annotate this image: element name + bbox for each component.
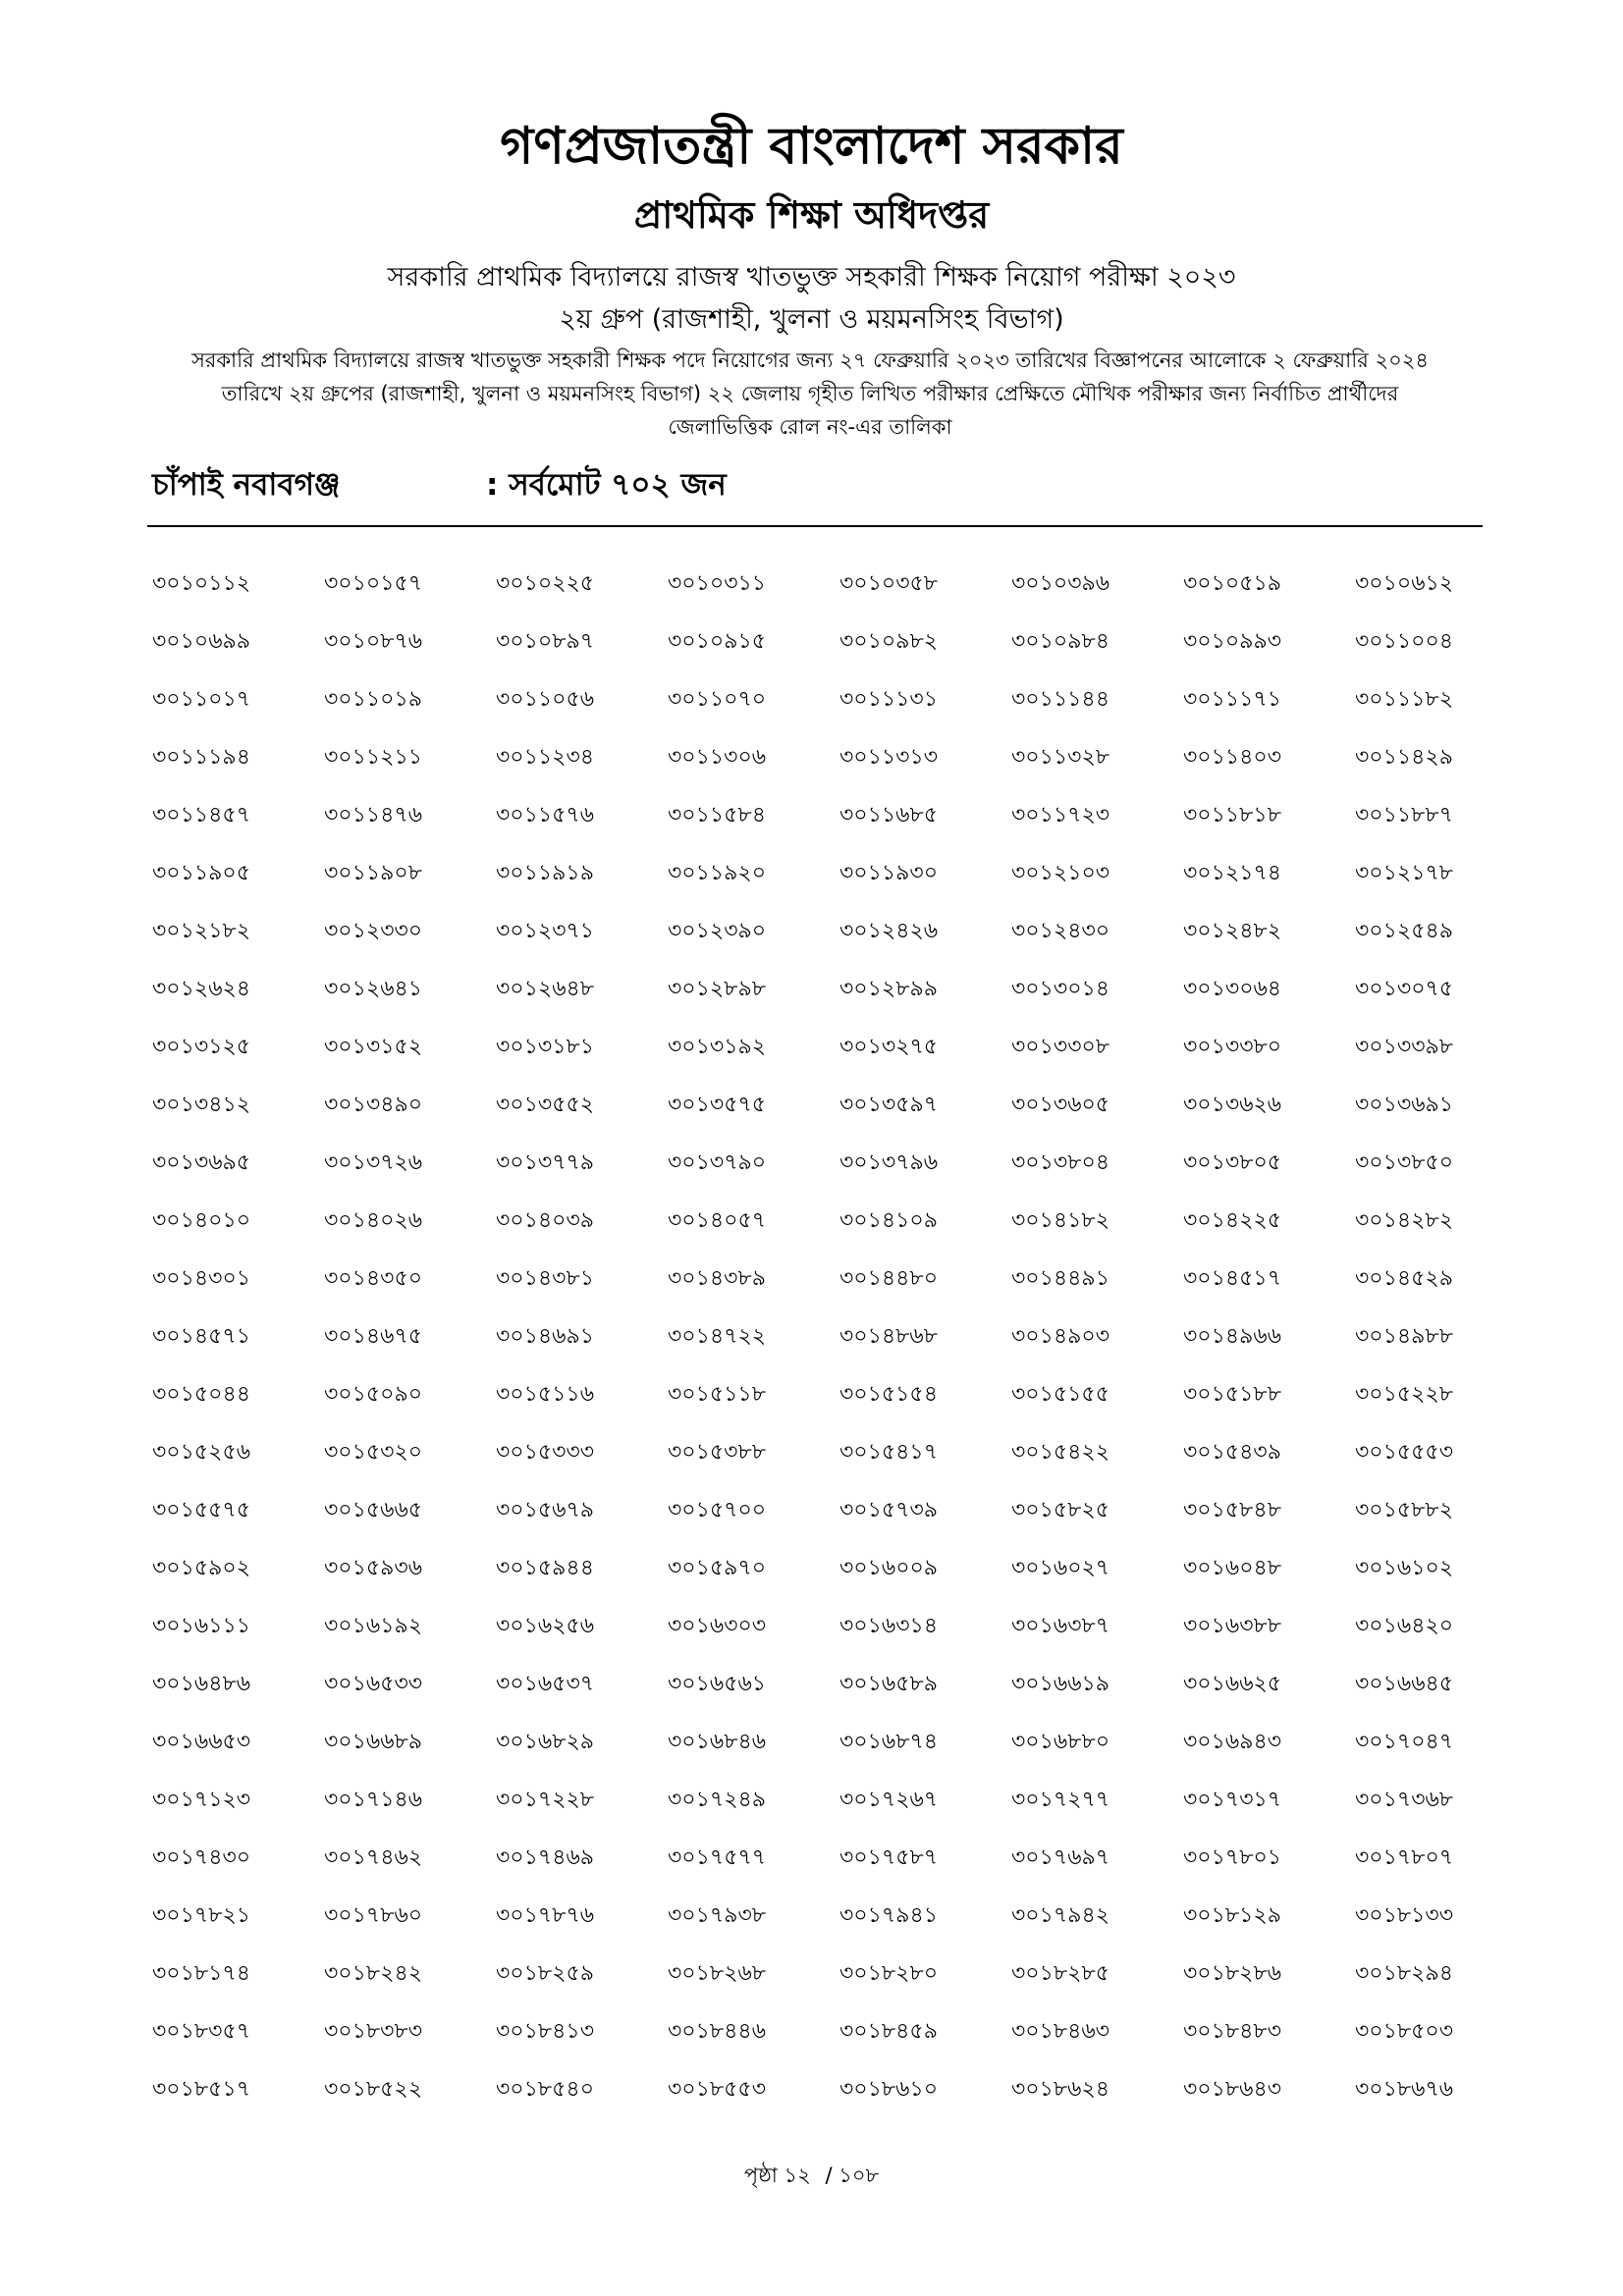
roll-number: ৩০১৮৫৪০: [496, 2077, 595, 2102]
roll-number: ৩০১৭৪৩০: [152, 1845, 251, 1870]
roll-number: ৩০১০১৫৭: [324, 571, 423, 596]
roll-number: ৩০১১৪৫৭: [152, 803, 251, 828]
roll-number: ৩০১৪০২৬: [324, 1208, 423, 1233]
roll-number: ৩০১২১৭৪: [1183, 861, 1282, 885]
roll-number: ৩০১১০১৯: [324, 687, 423, 712]
roll-number: ৩০১৮২৬৮: [668, 1961, 767, 1986]
roll-number: ৩০১২১০৩: [1011, 861, 1110, 885]
roll-number: ৩০১৮২৮৫: [1011, 1961, 1110, 1986]
roll-number: ৩০১১৯৩০: [839, 861, 939, 885]
roll-number: ৩০১৮৪৫৯: [839, 2019, 938, 2044]
roll-number: ৩০১০৯৮২: [839, 629, 939, 654]
roll-number: ৩০১২৬৪১: [324, 977, 423, 1001]
roll-number: ৩০১৭৯৩৮: [668, 1903, 767, 1928]
roll-number: ৩০১৫২২৮: [1355, 1382, 1454, 1407]
roll-number: ৩০১২৩৭১: [496, 919, 595, 943]
roll-number: ৩০১৩১৫২: [324, 1035, 423, 1059]
roll-number: ৩০১১৬৮৫: [839, 803, 939, 828]
roll-number: ৩০১৪৭২২: [668, 1324, 767, 1349]
roll-number: ৩০১০৩৯৬: [1011, 571, 1110, 596]
roll-number: ৩০১৮১৩৩: [1355, 1903, 1454, 1928]
notice-paragraph: সরকারি প্রাথমিক বিদ্যালয়ে রাজস্ব খাতভুক্ত সহকারী শিক্ষক পদে নিয়োগের জন্য ২৭ ফেব্রুয়ারি ২০২৩ তারিখের বিজ্ঞাপনের আলোকে ২ ফেব্রুয়ারি ২০২৪ তারিখে ২য় গ্রুপের (রাজশাহী, খুলনা ও ময়মনসিংহ বিভাগ) ২২ জেলায় গৃহীত লিখিত পরীক্ষার প্রেক্ষিতে মৌখিক পরীক্ষার জন্য নির্বাচিত প্রার্থীদের জেলাভিত্তিক রোল নং-এর তালিকা: [190, 348, 1430, 439]
roll-number: ৩০১৪২৮২: [1355, 1208, 1454, 1233]
roll-number: ৩০১০৬৯৯: [152, 629, 251, 654]
roll-number: ৩০১৩৭৯০: [668, 1150, 767, 1175]
roll-number: ৩০১৬৪২০: [1355, 1614, 1454, 1638]
roll-number: ৩০১৫০৯০: [324, 1382, 423, 1407]
roll-number: ৩০১১৫৮৪: [668, 803, 766, 828]
roll-number: ৩০১২১৭৮: [1355, 861, 1454, 885]
roll-number: ৩০১২৬৪৮: [496, 977, 595, 1001]
roll-number: ৩০১৭৩৬৮: [1355, 1788, 1454, 1812]
roll-number: ৩০১২৫৪৯: [1355, 919, 1454, 943]
roll-number: ৩০১৬১৯২: [324, 1614, 423, 1638]
roll-number: ৩০১১২৩৪: [496, 745, 595, 770]
roll-number: ৩০১৩৭২৬: [324, 1150, 423, 1175]
roll-number: ৩০১৬২৫৬: [496, 1614, 595, 1638]
roll-number: ৩০১১০৭০: [668, 687, 767, 712]
roll-number: ৩০১৭৯৪২: [1011, 1903, 1110, 1928]
roll-number: ৩০১৩০৭৫: [1355, 977, 1454, 1001]
roll-number: ৩০১৪০১০: [152, 1208, 251, 1233]
roll-number: ৩০১১৮৮৭: [1355, 803, 1454, 828]
roll-number: ৩০১৬৫৩৭: [496, 1672, 595, 1696]
roll-number: ৩০১২৬২৪: [152, 977, 251, 1001]
roll-number: ৩০১৬৬২৫: [1183, 1672, 1282, 1696]
roll-number: ৩০১৫১১৮: [668, 1382, 766, 1407]
roll-number: ৩০১৪৫৭১: [152, 1324, 251, 1349]
roll-number: ৩০১১৯০৮: [324, 861, 423, 885]
roll-number: ৩০১৪৮৬৮: [839, 1324, 939, 1349]
roll-number: ৩০১৪১৮২: [1011, 1208, 1110, 1233]
roll-number: ৩০১১১৮২: [1355, 687, 1454, 712]
header-divider: [147, 525, 1483, 527]
roll-number: ৩০১৭০৪৭: [1355, 1730, 1454, 1754]
roll-number: ৩০১১৫৭৬: [496, 803, 595, 828]
roll-number: ৩০১০৮৯৭: [496, 629, 595, 654]
roll-number: ৩০১১৩২৮: [1011, 745, 1110, 770]
roll-number: ৩০১৬৮৭৪: [839, 1730, 939, 1754]
roll-number: ৩০১১৮১৮: [1183, 803, 1281, 828]
roll-number: ৩০১১১৭১: [1183, 687, 1282, 712]
roll-number: ৩০১৩৪৯০: [324, 1093, 423, 1117]
roll-number: ৩০১৪১০৯: [839, 1208, 939, 1233]
roll-number: ৩০১৮৫০৩: [1355, 2019, 1454, 2044]
group-line: ২য় গ্রুপ (রাজশাহী, খুলনা ও ময়মনসিংহ বিভাগ): [559, 304, 1064, 335]
roll-number: ৩০১০৯৯৩: [1183, 629, 1282, 654]
roll-number: ৩০১৫৯৪৪: [496, 1556, 594, 1580]
roll-number: ৩০১৭৫৮৭: [839, 1845, 939, 1870]
roll-number: ৩০১৩৩০৮: [1011, 1035, 1110, 1059]
district-name: চাঁপাই নবাবগঞ্জ: [152, 467, 341, 503]
roll-number: ৩০১৫৮৪৮: [1183, 1498, 1281, 1522]
roll-number: ৩০১৩৫৫২: [496, 1093, 595, 1117]
roll-number: ৩০১১৯০৫: [152, 861, 251, 885]
roll-number: ৩০১৭২২৮: [496, 1788, 595, 1812]
roll-number: ৩০১৬১০২: [1355, 1556, 1454, 1580]
roll-number: ৩০১৪৬৯১: [496, 1324, 595, 1349]
roll-number: ৩০১৩৬৯৫: [152, 1150, 251, 1175]
roll-number: ৩০১৮২৪২: [324, 1961, 423, 1986]
roll-number: ৩০১২৮৯৯: [839, 977, 939, 1001]
roll-number: ৩০১৩১২৫: [152, 1035, 251, 1059]
roll-number: ৩০১১৪৭৬: [324, 803, 423, 828]
roll-number: ৩০১৫৩২০: [324, 1440, 423, 1465]
roll-number-grid: [152, 564, 1497, 2128]
roll-number: ৩০১৩৬২৬: [1183, 1093, 1282, 1117]
roll-number: ৩০১৬৮৪৬: [668, 1730, 767, 1754]
roll-number: ৩০১৫৭৩৯: [839, 1498, 939, 1522]
roll-number: ৩০১২৪২৬: [839, 919, 939, 943]
roll-number: ৩০১৮৩৫৭: [152, 2019, 251, 2044]
roll-number: ৩০১৮১২৯: [1183, 1903, 1282, 1928]
roll-number: ৩০১২৪৮২: [1183, 919, 1282, 943]
roll-number: ৩০১৭৮০৭: [1355, 1845, 1454, 1870]
roll-number: ৩০১৪৬৭৫: [324, 1324, 423, 1349]
roll-number: ৩০১৮৬২৪: [1011, 2077, 1110, 2102]
roll-number: ৩০১১৩১৩: [839, 745, 939, 770]
roll-number: ৩০১৫৮৮২: [1355, 1498, 1454, 1522]
roll-number: ৩০১৪৯০৩: [1011, 1324, 1110, 1349]
roll-number: ৩০১৮২৫৯: [496, 1961, 595, 1986]
roll-number: ৩০১৫১৫৫: [1011, 1382, 1109, 1407]
district-total: : সর্বমোট ৭০২ জন: [486, 467, 727, 503]
roll-number: ৩০১৮৫৫৩: [668, 2077, 767, 2102]
roll-number: ৩০১৬৬৪৫: [1355, 1672, 1454, 1696]
government-title: গণপ্রজাতন্ত্রী বাংলাদেশ সরকার: [500, 117, 1123, 176]
roll-number: ৩০১৮৪৪৬: [668, 2019, 767, 2044]
roll-number: ৩০১০১১২: [152, 571, 251, 596]
roll-number: ৩০১৫১১৬: [496, 1382, 595, 1407]
roll-number: ৩০১৫৪১৭: [839, 1440, 939, 1465]
roll-number: ৩০১৫৬৬৫: [324, 1498, 423, 1522]
roll-number: ৩০১৬৩১৪: [839, 1614, 939, 1638]
roll-number: ৩০১৭২৪৯: [668, 1788, 767, 1812]
roll-number: ৩০১৩৭৭৯: [496, 1150, 595, 1175]
roll-number: ৩০১৮৬১০: [839, 2077, 939, 2102]
roll-number: ৩০১৭২৬৭: [839, 1788, 939, 1812]
roll-number: ৩০১৭৬৯৭: [1011, 1845, 1110, 1870]
roll-number: ৩০১৭২৭৭: [1011, 1788, 1110, 1812]
roll-number: ৩০১৫৩৮৮: [668, 1440, 767, 1465]
roll-number: ৩০১৩৭৯৬: [839, 1150, 939, 1175]
roll-number: ৩০১৭৮২১: [152, 1903, 251, 1928]
roll-number: ৩০১২৩৩০: [324, 919, 423, 943]
roll-number: ৩০১৫৯০২: [152, 1556, 251, 1580]
roll-number: ৩০১১০০৪: [1355, 629, 1454, 654]
roll-number: ৩০১৩৩৯৮: [1355, 1035, 1454, 1059]
roll-number: ৩০১৫৫৭৫: [152, 1498, 251, 1522]
roll-number: ৩০১৪৫২৯: [1355, 1266, 1454, 1291]
roll-number: ৩০১৮৪৮৩: [1183, 2019, 1282, 2044]
roll-number: ৩০১৬০৪৮: [1183, 1556, 1282, 1580]
roll-number: ৩০১৪০৩৯: [496, 1208, 595, 1233]
page-footer: [0, 2160, 1623, 2194]
roll-number: ৩০১৮৫১৭: [152, 2077, 251, 2102]
roll-number: ৩০১২৩৯০: [668, 919, 767, 943]
roll-number: ৩০১৭৮৬০: [324, 1903, 423, 1928]
roll-number: ৩০১৪২২৫: [1183, 1208, 1282, 1233]
roll-number: ৩০১৫৬৭৯: [496, 1498, 595, 1522]
roll-number: ৩০১৪৯৬৬: [1183, 1324, 1282, 1349]
roll-number: ৩০১৬৫৬১: [668, 1672, 767, 1696]
roll-number: ৩০১৫৮২৫: [1011, 1498, 1110, 1522]
roll-number: ৩০১৭৮৭৬: [496, 1903, 595, 1928]
page-total: / ১০৮: [825, 2163, 880, 2187]
roll-number: ৩০১৫০৪৪: [152, 1382, 251, 1407]
roll-number: ৩০১৫৪২২: [1011, 1440, 1110, 1465]
roll-number: ৩০১৪৫১৭: [1183, 1266, 1282, 1291]
roll-number: ৩০১০৩৫৮: [839, 571, 939, 596]
roll-number: ৩০১০৯১৫: [668, 629, 767, 654]
roll-number: ৩০১৬১১১: [152, 1614, 251, 1638]
roll-number: ৩০১৬৩৮৮: [1183, 1614, 1282, 1638]
roll-number: ৩০১৩১৮১: [496, 1035, 595, 1059]
roll-number: ৩০১৬৯৪৩: [1183, 1730, 1282, 1754]
roll-number: ৩০১৮৪১৩: [496, 2019, 595, 2044]
roll-number: ৩০১১৭২৩: [1011, 803, 1110, 828]
roll-number: ৩০১২১৮২: [152, 919, 251, 943]
roll-number: ৩০১৩৮০৫: [1183, 1150, 1282, 1175]
roll-number: ৩০১৭৯৪১: [839, 1903, 939, 1928]
roll-number: ৩০১৬৫৮৯: [839, 1672, 939, 1696]
roll-number: ৩০১৬৮২৯: [496, 1730, 595, 1754]
roll-number: ৩০১১৯২০: [668, 861, 767, 885]
roll-number: ৩০১০৮৭৬: [324, 629, 423, 654]
roll-number: ৩০১৫৪৩৯: [1183, 1440, 1282, 1465]
roll-number: ৩০১৬০০৯: [839, 1556, 939, 1580]
roll-number: ৩০১৪৩০১: [152, 1266, 251, 1291]
roll-number: ৩০১৪৪৯১: [1011, 1266, 1109, 1291]
roll-number: ৩০১৬৬৫৩: [152, 1730, 251, 1754]
roll-number: ৩০১৫৯৩৬: [324, 1556, 423, 1580]
roll-number: ৩০১২৪৩০: [1011, 919, 1110, 943]
roll-number: ৩০১৭১৪৬: [324, 1788, 423, 1812]
roll-number: ৩০১৫১৮৮: [1183, 1382, 1281, 1407]
roll-number: ৩০১৩৬০৫: [1011, 1093, 1110, 1117]
roll-number: ৩০১৬৬১৯: [1011, 1672, 1110, 1696]
roll-number: ৩০১৩৮৫০: [1355, 1150, 1454, 1175]
page-number: পৃষ্ঠা ১২: [743, 2163, 811, 2187]
roll-number: ৩০১৮৩৮৩: [324, 2019, 423, 2044]
roll-number: ৩০১৫৯৭০: [668, 1556, 767, 1580]
roll-number: ৩০১৫৭০০: [668, 1498, 767, 1522]
roll-number: ৩০১৩৫৯৭: [839, 1093, 939, 1117]
roll-number: ৩০১৫৫৫৩: [1355, 1440, 1454, 1465]
roll-number: ৩০১২৮৯৮: [668, 977, 767, 1001]
roll-number: ৩০১৬০২৭: [1011, 1556, 1110, 1580]
exam-title: সরকারি প্রাথমিক বিদ্যালয়ে রাজস্ব খাতভুক্ত সহকারী শিক্ষক নিয়োগ পরীক্ষা ২০২৩: [387, 262, 1236, 293]
roll-number: ৩০১১০৫৬: [496, 687, 595, 712]
roll-number: ৩০১৪৪৮০: [839, 1266, 939, 1291]
roll-number: ৩০১৮১৭৪: [152, 1961, 251, 1986]
roll-number: ৩০১৩১৯২: [668, 1035, 767, 1059]
roll-number: ৩০১১১৪৪: [1011, 687, 1109, 712]
roll-number: ৩০১৮২৮০: [839, 1961, 939, 1986]
roll-number: ৩০১৫৩৩৩: [496, 1440, 595, 1465]
roll-number: ৩০১০৩১১: [668, 571, 767, 596]
roll-number: ৩০১৫১৫৪: [839, 1382, 938, 1407]
roll-number: ৩০১৭৩১৭: [1183, 1788, 1282, 1812]
roll-number: ৩০১১১৯৪: [152, 745, 250, 770]
roll-number: ৩০১৮৬৪৩: [1183, 2077, 1282, 2102]
roll-number: ৩০১১০১৭: [152, 687, 251, 712]
roll-number: ৩০১৩০৬৪: [1183, 977, 1282, 1001]
roll-number: ৩০১৬৮৮০: [1011, 1730, 1110, 1754]
department-title: প্রাথমিক শিক্ষা অধিদপ্তর: [633, 193, 990, 237]
roll-number: ৩০১৪৯৮৮: [1355, 1324, 1453, 1349]
roll-number: ৩০১১৪০৩: [1183, 745, 1282, 770]
roll-number: ৩০১৩৬৯১: [1355, 1093, 1454, 1117]
roll-number: ৩০১৭৫৭৭: [668, 1845, 767, 1870]
roll-number: ৩০১১৩০৬: [668, 745, 767, 770]
roll-number: ৩০১৬৩০৩: [668, 1614, 767, 1638]
roll-number: ৩০১৮২৮৬: [1183, 1961, 1282, 1986]
roll-number: ৩০১৬৬৮৯: [324, 1730, 423, 1754]
roll-number: ৩০১০৬১২: [1355, 571, 1454, 596]
roll-number: ৩০১৩৩৮০: [1183, 1035, 1282, 1059]
roll-number: ৩০১৪৩৫০: [324, 1266, 423, 1291]
roll-number: ৩০১৩০১৪: [1011, 977, 1110, 1001]
roll-number: ৩০১৩৪১২: [152, 1093, 251, 1117]
roll-number: ৩০১৪৩৮৯: [668, 1266, 767, 1291]
roll-number: ৩০১৮২৯৪: [1355, 1961, 1454, 1986]
roll-number: ৩০১০২২৫: [496, 571, 595, 596]
roll-number: ৩০১৩২৭৫: [839, 1035, 939, 1059]
roll-number: ৩০১৮৫২২: [324, 2077, 423, 2102]
roll-number: ৩০১৭৮০১: [1183, 1845, 1282, 1870]
roll-number: ৩০১১২১১: [324, 745, 423, 770]
roll-number: ৩০১৭৪৬২: [324, 1845, 423, 1870]
roll-number: ৩০১০৫১৯: [1183, 571, 1282, 596]
roll-number: ৩০১৪০৫৭: [668, 1208, 767, 1233]
roll-number: ৩০১৬৫৩৩: [324, 1672, 423, 1696]
roll-number: ৩০১৫২৫৬: [152, 1440, 251, 1465]
roll-number: ৩০১০৯৮৪: [1011, 629, 1110, 654]
roll-number: ৩০১১১৩১: [839, 687, 939, 712]
roll-number: ৩০১৮৪৬৩: [1011, 2019, 1110, 2044]
roll-number: ৩০১১৯১৯: [496, 861, 594, 885]
roll-number: ৩০১৬৪৮৬: [152, 1672, 251, 1696]
roll-number: ৩০১১৪২৯: [1355, 745, 1454, 770]
roll-number: ৩০১৮৬৭৬: [1355, 2077, 1454, 2102]
roll-number: ৩০১৩৮০৪: [1011, 1150, 1110, 1175]
roll-number: ৩০১৭১২৩: [152, 1788, 251, 1812]
roll-number: ৩০১৭৪৬৯: [496, 1845, 595, 1870]
roll-number: ৩০১৩৫৭৫: [668, 1093, 767, 1117]
roll-number: ৩০১৪৩৮১: [496, 1266, 595, 1291]
roll-number: ৩০১৬৩৮৭: [1011, 1614, 1110, 1638]
